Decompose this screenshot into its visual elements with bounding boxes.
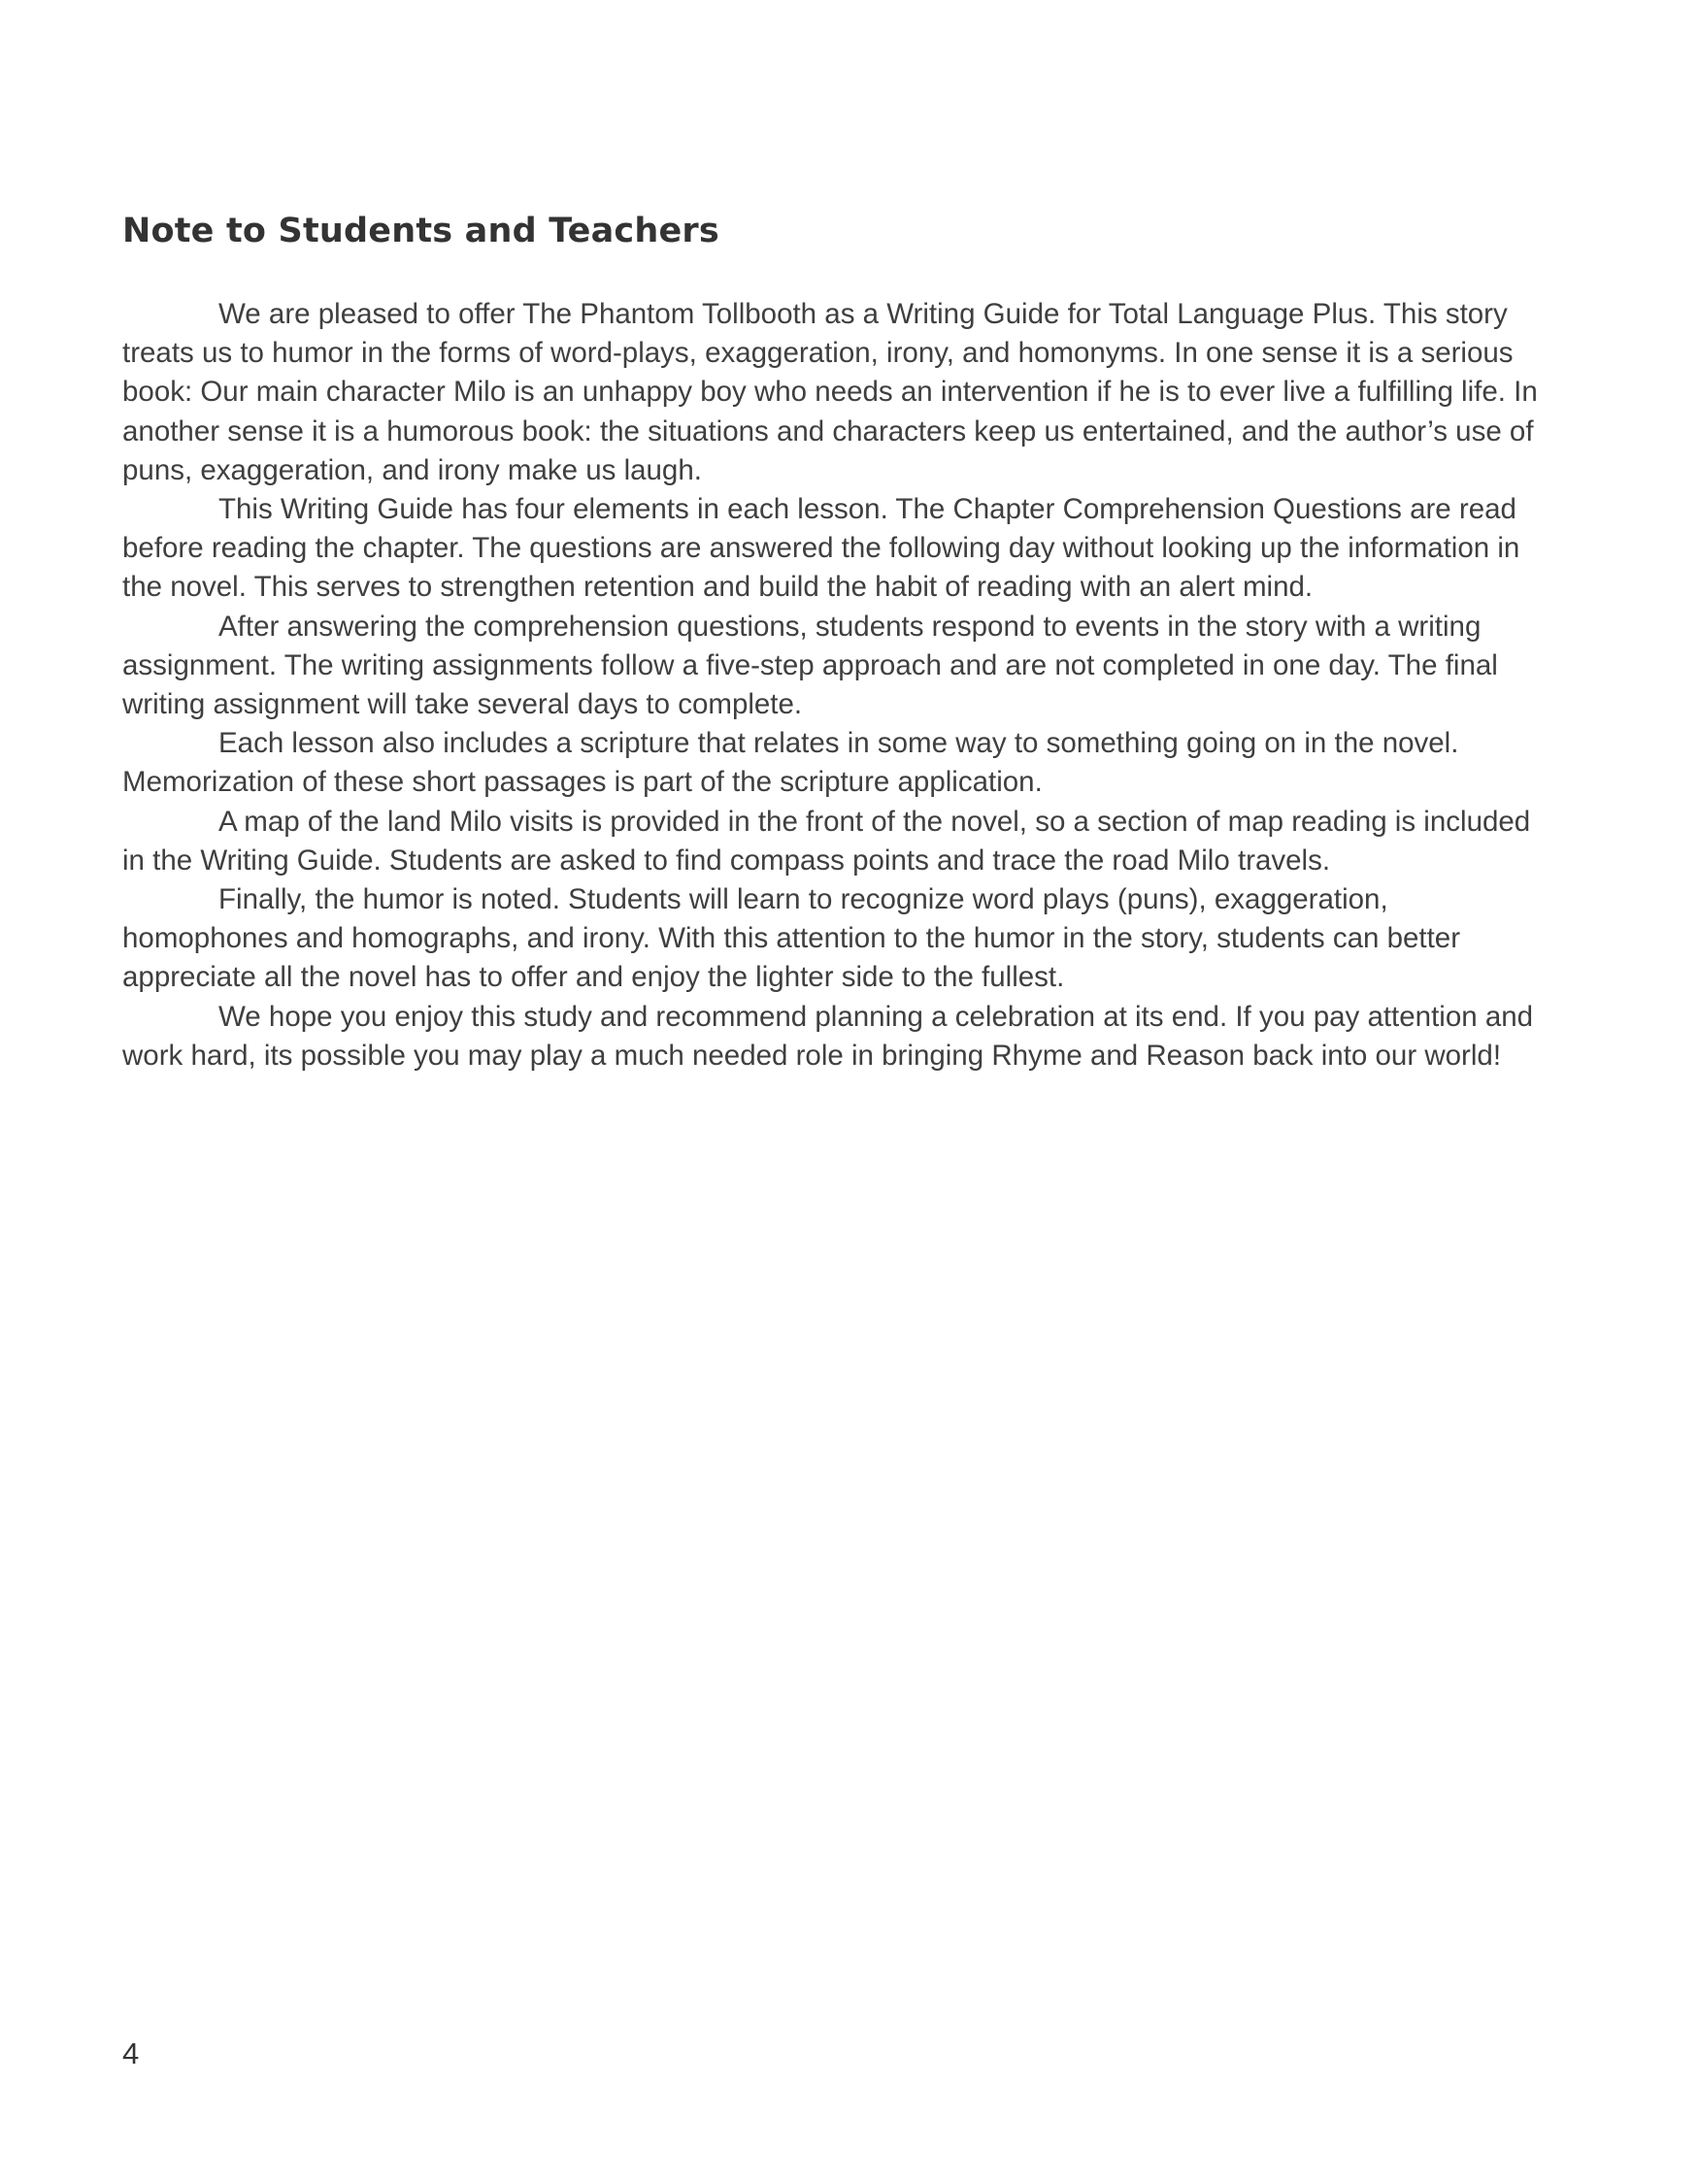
page-title: Note to Students and Teachers	[122, 212, 719, 250]
paragraph-humor: Finally, the humor is noted. Students will learn to recognize word plays (puns), exaggeration, homophones and homographs, and irony. With this attention to the humor in the story, students can better appreciate all the novel has to offer and enjoy the lighter side to the fullest.	[122, 883, 1461, 994]
page-number: 4	[122, 2036, 140, 2070]
paragraph-lesson-elements: This Writing Guide has four elements in each lesson. The Chapter Comprehension Questions are read before reading the chapter. The questions are answered the following day without looking up the information in the novel. This serves to strengthen retention and build the habit of reading with an alert mind.	[122, 493, 1520, 604]
paragraph-closing: We hope you enjoy this study and recommend planning a celebration at its end. If you pay attention and work hard, its possible you may play a much needed role in bringing Rhyme and Reason back into our world!	[122, 1000, 1534, 1072]
paragraph-scripture: Each lesson also includes a scripture that relates in some way to something going on in the novel. Memorization of these short passages is part of the scripture application.	[122, 727, 1459, 799]
paragraph-writing-assignments: After answering the comprehension questions, students respond to events in the story with a writing assignment. The writing assignments follow a five-step approach and are not completed in one day. The final writing assignment will take several days to complete.	[122, 610, 1498, 721]
paragraph-intro: We are pleased to offer The Phantom Tollbooth as a Writing Guide for Total Language Plus. This story treats us to humor in the forms of word-plays, exaggeration, irony, and homonyms. In one sense it is a serious book: Our main character Milo is an unhappy boy who needs an intervention if he is to ever live a fulfilling life. In another sense it is a humorous book: the situations and characters keep us entertained, and the author’s use of puns, exaggeration, and irony make us laugh.	[122, 298, 1538, 486]
body-text	[122, 295, 1545, 1075]
paragraph-map-reading: A map of the land Milo visits is provided in the front of the novel, so a section of map reading is included in the Writing Guide. Students are asked to find compass points and trace the road Milo travels.	[122, 805, 1531, 877]
